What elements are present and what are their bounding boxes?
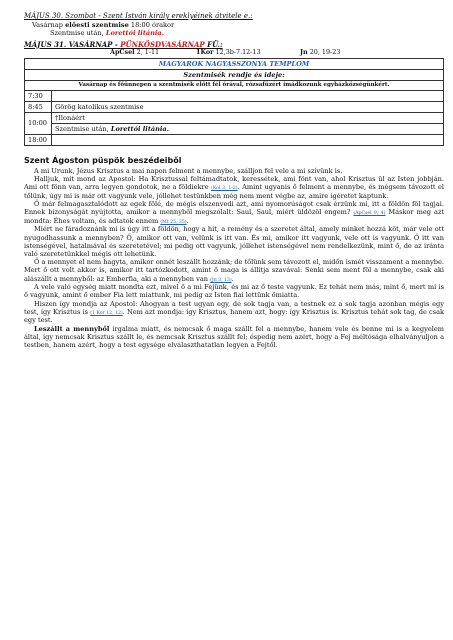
reading-3-ref: 20, 19-23 bbox=[307, 48, 341, 57]
table-row bbox=[25, 101, 444, 112]
church-name: MAGYAROK NAGYASSZONYA TEMPLOM bbox=[25, 58, 444, 69]
mass-time: 18:00 bbox=[25, 134, 52, 145]
after-mass-text: Szentmise után, bbox=[55, 124, 111, 133]
subheading-row bbox=[25, 69, 444, 80]
bulletin-page bbox=[24, 0, 444, 349]
sermon-lead: Leszállt a mennyből bbox=[34, 324, 110, 333]
reading-3 bbox=[300, 49, 340, 57]
table-row bbox=[25, 123, 444, 134]
reading-1-label: ApCsel bbox=[110, 48, 135, 57]
reading-1-ref: 2, 1-11 bbox=[134, 48, 160, 57]
sermon-paragraph: A vele való egység miatt mondta ezt, mivel ő a mi Fejünk, és mi az ő teste vagyunk. Ez tehát nem más, mint ő, mert mi is ő vagyunk, amint ő ember Fia lett miattunk, mi pedig az Isten fiai lettünk őmiatta. bbox=[24, 283, 444, 300]
vigil-suffix: 18:00 órakor bbox=[128, 20, 175, 29]
vigil-mass-line bbox=[24, 21, 444, 29]
mass-intention: Görög katolikus szentmise bbox=[52, 101, 444, 112]
scripture-ref-link[interactable]: (Kol 3, 1-2) bbox=[211, 186, 238, 192]
litany-text: Lorettói litánia. bbox=[105, 28, 165, 37]
sermon-paragraph: A mi Urunk, Jézus Krisztus a mai napon felment a mennybe, szálljon fel vele a mi szívünk is. bbox=[34, 166, 343, 175]
sunday-title-prefix: MÁJUS 31. VASÁRNAP - bbox=[24, 39, 121, 49]
mass-time: 7:30 bbox=[25, 90, 52, 101]
vigil-prefix: Vasárnap bbox=[32, 20, 66, 29]
vigil-bold: előesti szentmise bbox=[65, 20, 129, 29]
sermon-text: Ő a mennyet el nem hagyta, amikor onnét leszállt hozzánk; de tőlünk sem távozott el, midőn ismét visszament a mennybe. Mert ő ott volt akkor is, amikor itt tartózkodott, amint ő maga is állítja szavával: Senki sem ment föl a mennybe, csak aki alászállt a mennyből: az Emberfia, aki a mennyben van bbox=[24, 258, 444, 283]
scripture-ref-link[interactable]: (Jn 3, 13) bbox=[210, 277, 232, 283]
reading-2 bbox=[196, 49, 300, 57]
sermon-paragraph bbox=[24, 325, 444, 350]
church-row bbox=[25, 58, 444, 69]
after-mass-text: Szentmise után, bbox=[50, 28, 106, 37]
mass-time: 10:00 bbox=[25, 112, 52, 134]
sermon-text: Ő már felmagasztalódott az egek fölé, de mégis elszenvedi azt, ami nyomorúságot csak érzünk mi, itt a földön föl tagjai. Ennek bizonyságát nyújtotta, amikor a mennyből megszólalt: Saul, Saul, miért üldözöl engem? bbox=[24, 199, 444, 217]
readings-row bbox=[110, 49, 444, 57]
table-row bbox=[25, 112, 444, 123]
sermon-text: . bbox=[231, 274, 234, 283]
schedule-table bbox=[24, 58, 444, 146]
mass-intention bbox=[52, 134, 444, 145]
sermon-paragraph: Miért ne fáradoznánk mi is úgy itt a földön, hogy a hit, a remény és a szeretet által, amely minket hozzá köt, már vele ott nyugodhassunk a mennyben? Ő, amikor ott van, velünk is itt van. És mi, amikor itt vagyunk, vele ott is vagyunk. Ő itt van istenségével, hatalmával és szeretetével; mi pedig ott vagyunk, jóllehet istenségével nem rendelkezünk, mint ő, de az iránta való szeretetünkkel mégis ott lehetünk. bbox=[24, 225, 444, 258]
after-mass-line bbox=[24, 29, 444, 37]
scripture-ref-link[interactable]: (1 Kor 12, 12) bbox=[90, 310, 123, 316]
reading-2-label: 1Kor bbox=[196, 48, 214, 57]
sermon-paragraph bbox=[24, 258, 444, 283]
sermon-text: Hiszen így mondja az Apostol: Ahogyan a test ugyan egy, de sok tagja van, a testnek ez a sok tagja azonban mégis egy test, így Krisztus is bbox=[24, 299, 444, 316]
reading-2-ref: 12,3b-7.12-13 bbox=[213, 48, 261, 57]
sermon-text: . Amint ugyanis ő felment a mennybe, és mégsem távozott el tőlünk, úgy mi is már ott vagyunk vele, jóllehet testünkben még nem ment végbe az, amire ígéretet kaptunk. bbox=[24, 183, 444, 200]
mass-intention: †Ilonáért bbox=[52, 112, 444, 123]
scripture-ref-link[interactable]: (ApCsel 9, 4) bbox=[353, 211, 386, 217]
mass-after-note bbox=[52, 123, 444, 134]
sermon-title: Szent Ágoston püspök beszédeiből bbox=[24, 155, 182, 165]
sermon-paragraph bbox=[24, 175, 444, 200]
reading-3-label: Jn bbox=[300, 48, 308, 57]
mass-time: 8:45 bbox=[25, 101, 52, 112]
reading-1 bbox=[110, 49, 196, 57]
mass-intention bbox=[52, 90, 444, 101]
saturday-heading: MÁJUS 30. Szombat - Szent István király ereklyéinek átvitele e.: bbox=[24, 12, 253, 20]
sermon-text: . bbox=[186, 216, 189, 225]
litany-text: Lorettói litánia. bbox=[110, 124, 170, 133]
sunday-title-feast: PÜNKÖSDVASÁRNAP bbox=[120, 39, 205, 49]
scripture-ref-link[interactable]: (Mt 25, 35) bbox=[160, 219, 187, 225]
schedule-subheading: Szentmisék rendje és ideje: bbox=[25, 69, 444, 80]
sermon-text: . Nem azt mondja: így Krisztus, hanem azt, hogy: így Krisztus is. Krisztus tehát sok tag, de csak egy test. bbox=[24, 307, 445, 325]
sermon-paragraph bbox=[24, 300, 444, 325]
sunday-title-suffix: FÜ.: bbox=[204, 39, 223, 49]
sermon-text: Halljuk, mit mond az Apostol: Ha Krisztussal feltámadtatok, keressétek, ami fönt van, ahol Krisztus ül az Isten jobbján. Ami ott fönn van, arra legyen gondotok, ne a földiekre bbox=[24, 174, 444, 192]
sermon-paragraph bbox=[24, 200, 444, 226]
note-row bbox=[25, 81, 444, 91]
sermon-text: irgalma miatt, és nemcsak ő maga szállt fel a mennybe, hanem vele és benne mi is a kegyelem által, így nemcsak Krisztus szállt le, és nemcsak Krisztus szállt fel; éspedig nem azért, hogy a Fej méltósága elhalványuljon a testben, hanem azért, hogy a test egysége elválaszthatatlan legyen a Fejtől. bbox=[24, 324, 444, 349]
table-row bbox=[25, 90, 444, 101]
schedule-note: Vasárnap és főünnepen a szentmisék előtt fél órával, rózsafüzért imádkozunk egyházközségünkért. bbox=[25, 81, 444, 91]
sermon-text: Máskor meg azt mondta: Éhes voltam, és adtatok ennem bbox=[24, 208, 445, 225]
table-row bbox=[25, 134, 444, 145]
